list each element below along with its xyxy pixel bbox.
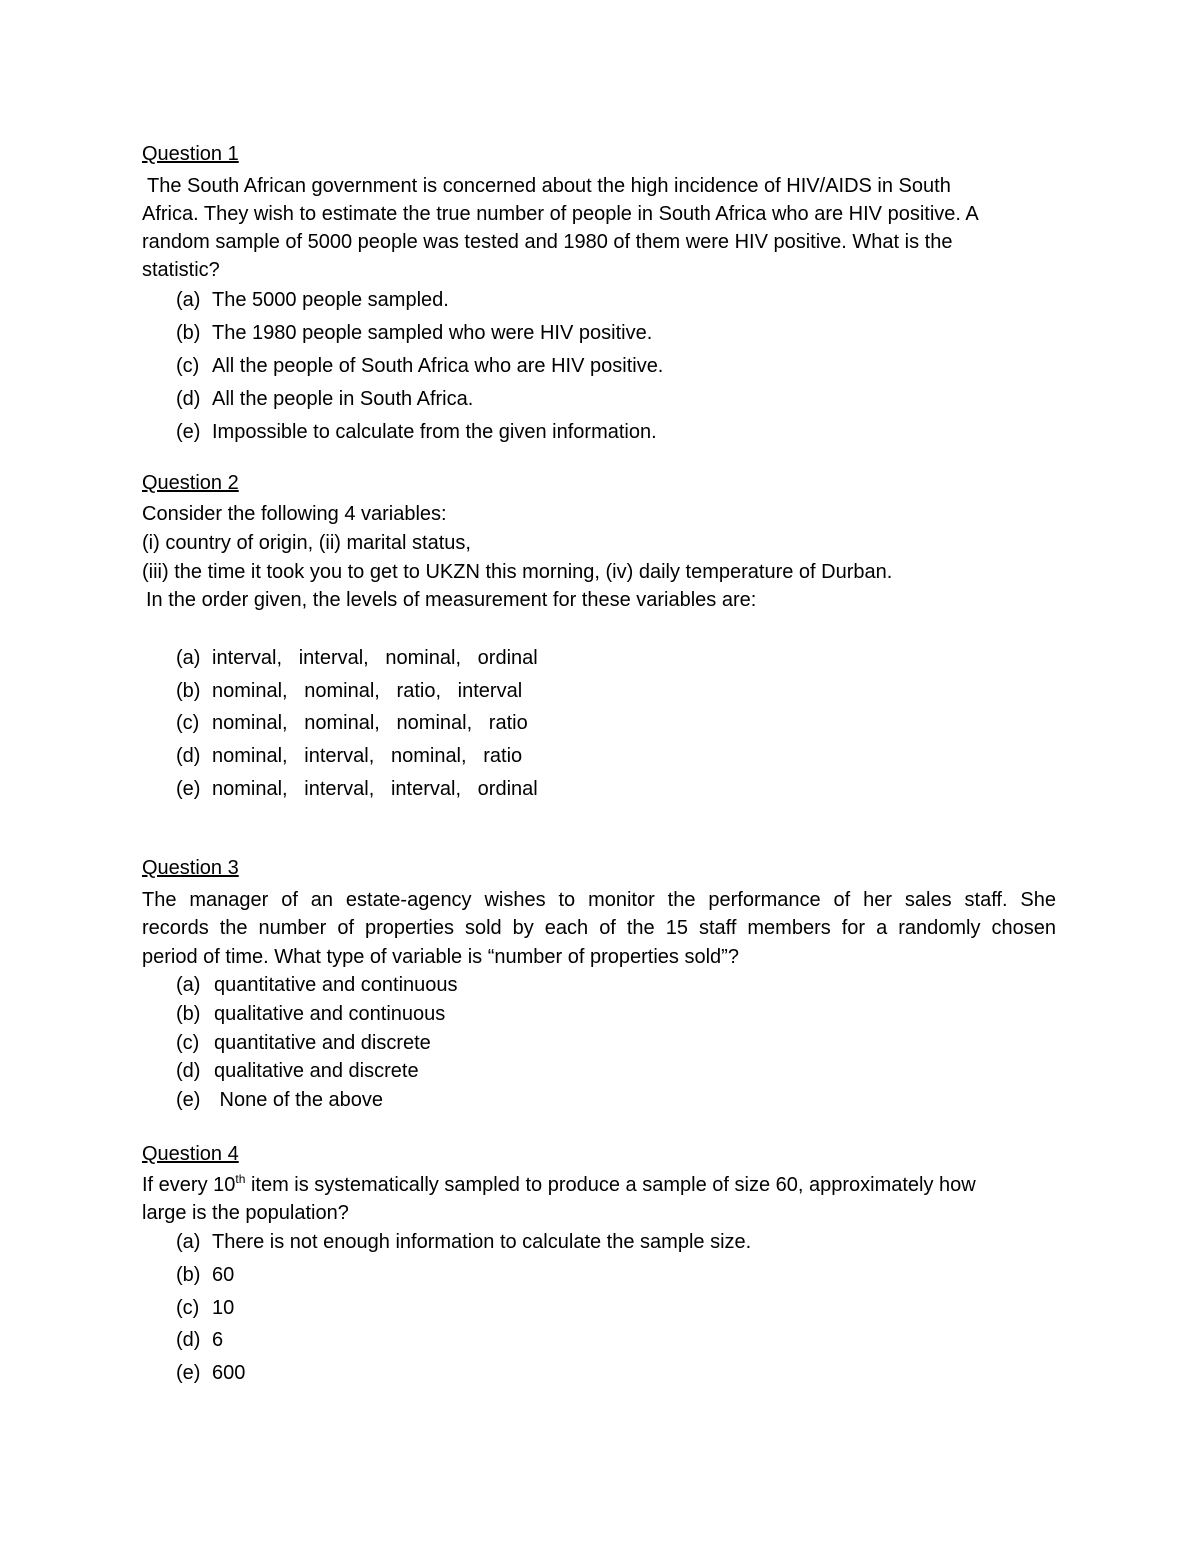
option-text: The 1980 people sampled who were HIV positive.: [212, 322, 653, 344]
question-1-option-e: [176, 418, 657, 446]
option-text: quantitative and continuous: [214, 974, 458, 996]
question-1-option-a: [176, 286, 449, 314]
question-2-text-line: In the order given, the levels of measurement for these variables are:: [146, 589, 757, 611]
question-4-option-d: [176, 1326, 223, 1354]
question-4-text-line: [142, 1171, 976, 1199]
ordinal-suffix: th: [235, 1172, 246, 1186]
option-text: Impossible to calculate from the given information.: [212, 421, 657, 443]
question-3-option-e: [176, 1086, 383, 1114]
question-1-option-c: [176, 352, 663, 380]
question-4-text-pre: If every 10: [142, 1174, 236, 1196]
option-label: (b): [176, 1003, 201, 1025]
question-3-option-b: [176, 1000, 445, 1028]
option-label: (d): [176, 1329, 201, 1351]
question-3-option-c: [176, 1029, 431, 1057]
option-label: (a): [176, 289, 201, 311]
question-4-option-e: [176, 1359, 245, 1387]
option-text: There is not enough information to calculate the sample size.: [212, 1231, 752, 1253]
option-label: (d): [176, 1060, 201, 1082]
option-label: (c): [176, 712, 200, 734]
option-label: (e): [176, 1089, 201, 1111]
option-label: (e): [176, 1362, 201, 1384]
option-label: (b): [176, 680, 201, 702]
question-2-title: Question 2: [142, 472, 239, 494]
question-2-option-a: [176, 644, 538, 672]
option-label: (e): [176, 778, 201, 800]
option-label: (b): [176, 322, 201, 344]
option-text: nominal, nominal, nominal, ratio: [212, 712, 528, 734]
question-1-text-line: statistic?: [142, 259, 220, 281]
question-3-text-line: The manager of an estate-agency wishes to monitor the performance of her sales staff. She: [142, 889, 1056, 911]
option-label: (e): [176, 421, 201, 443]
question-2-text-line: (i) country of origin, (ii) marital status,: [142, 532, 471, 554]
option-text: 6: [212, 1329, 224, 1351]
question-2-option-e: [176, 775, 538, 803]
question-4-text-post: item is systematically sampled to produce a sample of size 60, approximately how: [245, 1174, 976, 1196]
question-4-option-a: [176, 1228, 751, 1256]
option-text: qualitative and discrete: [214, 1060, 419, 1082]
question-3-text-line: period of time. What type of variable is “number of properties sold”?: [142, 946, 739, 968]
option-text: interval, interval, nominal, ordinal: [212, 647, 538, 669]
option-text: 600: [212, 1362, 246, 1384]
option-text: None of the above: [214, 1089, 384, 1111]
question-2-option-d: [176, 742, 522, 770]
question-1-text-line: Africa. They wish to estimate the true number of people in South Africa who are HIV positive. A: [142, 203, 979, 225]
option-text: All the people in South Africa.: [212, 388, 474, 410]
question-3-text-line: records the number of properties sold by each of the 15 staff members for a randomly chosen: [142, 917, 1056, 939]
option-label: (c): [176, 1297, 200, 1319]
option-text: All the people of South Africa who are HIV positive.: [212, 355, 664, 377]
option-label: (a): [176, 647, 201, 669]
option-label: (d): [176, 388, 201, 410]
option-text: qualitative and continuous: [214, 1003, 446, 1025]
question-4-text-line: large is the population?: [142, 1202, 349, 1224]
question-4-option-b: [176, 1261, 234, 1289]
question-1-option-d: [176, 385, 473, 413]
option-text: 10: [212, 1297, 235, 1319]
question-4-option-c: [176, 1294, 234, 1322]
question-4-title: Question 4: [142, 1143, 239, 1165]
question-3-title: Question 3: [142, 857, 239, 879]
question-2-text-line: (iii) the time it took you to get to UKZN this morning, (iv) daily temperature of Durban.: [142, 561, 893, 583]
option-text: nominal, interval, interval, ordinal: [212, 778, 538, 800]
question-1-text-line: The South African government is concerned about the high incidence of HIV/AIDS in South: [147, 175, 951, 197]
question-3-option-d: [176, 1057, 419, 1085]
question-1-text-line: random sample of 5000 people was tested and 1980 of them were HIV positive. What is the: [142, 231, 953, 253]
option-label: (c): [176, 355, 200, 377]
question-3-option-a: [176, 971, 458, 999]
option-text: nominal, nominal, ratio, interval: [212, 680, 523, 702]
option-label: (a): [176, 974, 201, 996]
question-2-text-line: Consider the following 4 variables:: [142, 503, 447, 525]
option-text: The 5000 people sampled.: [212, 289, 449, 311]
question-1-title: Question 1: [142, 143, 239, 165]
option-text: nominal, interval, nominal, ratio: [212, 745, 523, 767]
question-2-option-b: [176, 677, 522, 705]
option-label: (c): [176, 1032, 200, 1054]
option-label: (d): [176, 745, 201, 767]
question-1-option-b: [176, 319, 652, 347]
option-text: quantitative and discrete: [214, 1032, 431, 1054]
option-text: 60: [212, 1264, 235, 1286]
option-label: (a): [176, 1231, 201, 1253]
question-2-option-c: [176, 709, 528, 737]
option-label: (b): [176, 1264, 201, 1286]
